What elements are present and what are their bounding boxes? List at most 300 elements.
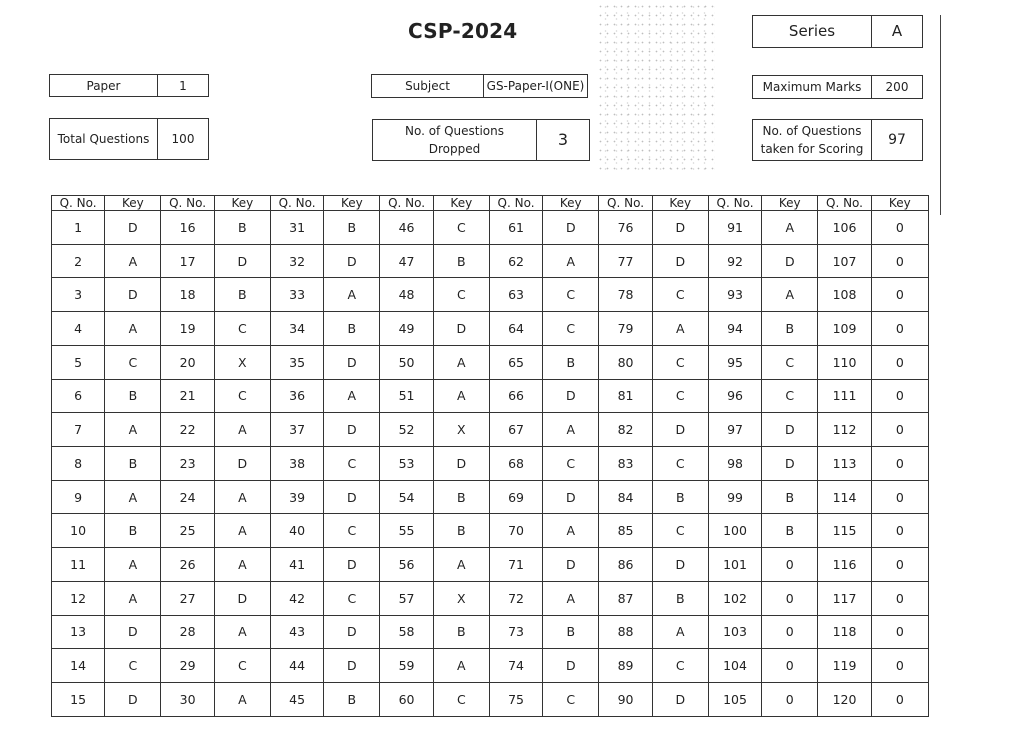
- answer-key-cell: A: [543, 581, 599, 615]
- answer-key-cell: B: [543, 615, 599, 649]
- answer-key-cell: A: [652, 615, 708, 649]
- question-number-cell: 30: [161, 683, 214, 717]
- question-number-cell: 118: [818, 615, 871, 649]
- answer-key-cell: X: [433, 413, 489, 447]
- question-number-cell: 63: [489, 278, 542, 312]
- answer-key-cell: C: [105, 649, 161, 683]
- answer-key-cell: B: [652, 581, 708, 615]
- answer-key-cell: D: [762, 413, 818, 447]
- series-label: Series: [788, 22, 836, 41]
- answer-key-cell: D: [105, 278, 161, 312]
- table-row: [52, 345, 929, 379]
- question-number-cell: 37: [270, 413, 323, 447]
- question-number-cell: 13: [52, 615, 105, 649]
- question-number-cell: 54: [380, 480, 433, 514]
- question-number-cell: 120: [818, 683, 871, 717]
- question-number-cell: 40: [270, 514, 323, 548]
- question-number-cell: 70: [489, 514, 542, 548]
- answer-key-cell: D: [433, 312, 489, 346]
- question-number-cell: 7: [52, 413, 105, 447]
- dropped-label-line-2: Dropped: [428, 142, 481, 156]
- question-number-cell: 4: [52, 312, 105, 346]
- qno-header: Q. No.: [270, 196, 323, 211]
- question-number-cell: 117: [818, 581, 871, 615]
- answer-key-cell: D: [105, 683, 161, 717]
- table-row: [52, 581, 929, 615]
- answer-key-cell: C: [652, 278, 708, 312]
- question-number-cell: 85: [599, 514, 652, 548]
- question-number-cell: 72: [489, 581, 542, 615]
- question-number-cell: 71: [489, 548, 542, 582]
- question-number-cell: 21: [161, 379, 214, 413]
- question-number-cell: 49: [380, 312, 433, 346]
- question-number-cell: 59: [380, 649, 433, 683]
- question-number-cell: 1: [52, 211, 105, 245]
- question-number-cell: 5: [52, 345, 105, 379]
- max-marks-value: 200: [871, 76, 922, 98]
- answer-key-cell: A: [214, 615, 270, 649]
- answer-key-cell: D: [105, 211, 161, 245]
- answer-key-cell: 0: [871, 514, 928, 548]
- answer-key-cell: C: [543, 683, 599, 717]
- subject-value: GS-Paper-I(ONE): [483, 75, 587, 97]
- question-number-cell: 68: [489, 447, 542, 481]
- answer-key-cell: A: [214, 683, 270, 717]
- answer-key-cell: D: [652, 683, 708, 717]
- max-marks-box: [752, 75, 923, 99]
- key-header: Key: [105, 196, 161, 211]
- question-number-cell: 112: [818, 413, 871, 447]
- question-number-cell: 73: [489, 615, 542, 649]
- answer-key-cell: D: [324, 480, 380, 514]
- qno-header: Q. No.: [52, 196, 105, 211]
- question-number-cell: 113: [818, 447, 871, 481]
- question-number-cell: 96: [708, 379, 761, 413]
- scan-edge-line: [940, 15, 941, 215]
- question-number-cell: 62: [489, 244, 542, 278]
- answer-key-cell: B: [214, 278, 270, 312]
- scoring-box: [752, 119, 923, 161]
- question-number-cell: 17: [161, 244, 214, 278]
- question-number-cell: 8: [52, 447, 105, 481]
- question-number-cell: 88: [599, 615, 652, 649]
- answer-key-cell: D: [652, 413, 708, 447]
- answer-key-cell: C: [433, 683, 489, 717]
- question-number-cell: 104: [708, 649, 761, 683]
- subject-label: Subject: [405, 79, 450, 93]
- answer-key-cell: A: [543, 244, 599, 278]
- answer-key-cell: B: [652, 480, 708, 514]
- question-number-cell: 97: [708, 413, 761, 447]
- answer-key-cell: C: [543, 447, 599, 481]
- question-number-cell: 18: [161, 278, 214, 312]
- key-header: Key: [762, 196, 818, 211]
- answer-key-cell: D: [543, 379, 599, 413]
- table-row: [52, 514, 929, 548]
- question-number-cell: 2: [52, 244, 105, 278]
- question-number-cell: 91: [708, 211, 761, 245]
- question-number-cell: 25: [161, 514, 214, 548]
- question-number-cell: 29: [161, 649, 214, 683]
- question-number-cell: 32: [270, 244, 323, 278]
- question-number-cell: 106: [818, 211, 871, 245]
- total-questions-label: Total Questions: [57, 132, 150, 146]
- answer-key-cell: 0: [871, 413, 928, 447]
- answer-key-cell: A: [433, 548, 489, 582]
- table-row: [52, 278, 929, 312]
- table-row: [52, 447, 929, 481]
- question-number-cell: 67: [489, 413, 542, 447]
- table-row: [52, 211, 929, 245]
- answer-key-cell: 0: [871, 312, 928, 346]
- answer-key-cell: B: [105, 514, 161, 548]
- question-number-cell: 6: [52, 379, 105, 413]
- answer-key-cell: B: [433, 514, 489, 548]
- question-number-cell: 86: [599, 548, 652, 582]
- question-number-cell: 50: [380, 345, 433, 379]
- question-number-cell: 24: [161, 480, 214, 514]
- question-number-cell: 79: [599, 312, 652, 346]
- question-number-cell: 27: [161, 581, 214, 615]
- answer-key-cell: A: [762, 211, 818, 245]
- answer-key-cell: D: [214, 447, 270, 481]
- answer-key-cell: 0: [871, 379, 928, 413]
- question-number-cell: 107: [818, 244, 871, 278]
- paper-box: [49, 74, 209, 97]
- question-number-cell: 109: [818, 312, 871, 346]
- answer-key-table: [51, 195, 929, 717]
- question-number-cell: 51: [380, 379, 433, 413]
- dropped-label: [373, 120, 536, 160]
- answer-key-cell: D: [762, 244, 818, 278]
- answer-key-cell: C: [762, 345, 818, 379]
- question-number-cell: 74: [489, 649, 542, 683]
- question-number-cell: 28: [161, 615, 214, 649]
- answer-key-cell: B: [762, 312, 818, 346]
- question-number-cell: 119: [818, 649, 871, 683]
- question-number-cell: 77: [599, 244, 652, 278]
- question-number-cell: 36: [270, 379, 323, 413]
- table-row: [52, 548, 929, 582]
- answer-key-cell: D: [214, 581, 270, 615]
- question-number-cell: 95: [708, 345, 761, 379]
- question-number-cell: 23: [161, 447, 214, 481]
- answer-key-cell: A: [214, 548, 270, 582]
- question-number-cell: 115: [818, 514, 871, 548]
- answer-key-cell: 0: [871, 581, 928, 615]
- question-number-cell: 111: [818, 379, 871, 413]
- answer-key-cell: C: [652, 447, 708, 481]
- scoring-label-line-2: taken for Scoring: [760, 142, 864, 156]
- question-number-cell: 39: [270, 480, 323, 514]
- answer-key-cell: A: [543, 413, 599, 447]
- answer-key-cell: A: [105, 581, 161, 615]
- answer-key-cell: A: [652, 312, 708, 346]
- answer-key-cell: B: [214, 211, 270, 245]
- qno-header: Q. No.: [708, 196, 761, 211]
- answer-key-cell: 0: [871, 278, 928, 312]
- question-number-cell: 45: [270, 683, 323, 717]
- answer-key-cell: D: [762, 447, 818, 481]
- answer-key-cell: C: [214, 379, 270, 413]
- question-number-cell: 14: [52, 649, 105, 683]
- answer-key-cell: 0: [871, 447, 928, 481]
- question-number-cell: 42: [270, 581, 323, 615]
- question-number-cell: 44: [270, 649, 323, 683]
- answer-key-cell: 0: [762, 683, 818, 717]
- table-row: [52, 379, 929, 413]
- question-number-cell: 22: [161, 413, 214, 447]
- question-number-cell: 92: [708, 244, 761, 278]
- answer-key-cell: 0: [871, 683, 928, 717]
- question-number-cell: 15: [52, 683, 105, 717]
- answer-key-cell: C: [214, 649, 270, 683]
- scoring-label-line-1: No. of Questions: [762, 124, 862, 138]
- table-row: [52, 244, 929, 278]
- qno-header: Q. No.: [161, 196, 214, 211]
- answer-key-cell: A: [105, 480, 161, 514]
- paper-value: 1: [157, 75, 208, 96]
- question-number-cell: 61: [489, 211, 542, 245]
- answer-key-cell: D: [652, 211, 708, 245]
- answer-key-cell: C: [652, 379, 708, 413]
- question-number-cell: 82: [599, 413, 652, 447]
- question-number-cell: 93: [708, 278, 761, 312]
- series-box: [752, 15, 923, 48]
- answer-key-cell: 0: [871, 211, 928, 245]
- question-number-cell: 3: [52, 278, 105, 312]
- page-title: CSP-2024: [408, 19, 518, 43]
- answer-key-cell: D: [543, 649, 599, 683]
- key-header: Key: [433, 196, 489, 211]
- question-number-cell: 55: [380, 514, 433, 548]
- answer-key-cell: D: [324, 244, 380, 278]
- scan-noise-patch: [597, 2, 715, 172]
- question-number-cell: 12: [52, 581, 105, 615]
- answer-key-cell: 0: [871, 615, 928, 649]
- question-number-cell: 94: [708, 312, 761, 346]
- question-number-cell: 35: [270, 345, 323, 379]
- answer-key-cell: C: [324, 581, 380, 615]
- answer-key-cell: D: [324, 649, 380, 683]
- question-number-cell: 34: [270, 312, 323, 346]
- answer-key-cell: D: [652, 244, 708, 278]
- answer-key-cell: 0: [762, 615, 818, 649]
- table-row: [52, 413, 929, 447]
- question-number-cell: 11: [52, 548, 105, 582]
- question-number-cell: 116: [818, 548, 871, 582]
- answer-key-cell: 0: [871, 480, 928, 514]
- answer-key-cell: D: [324, 615, 380, 649]
- question-number-cell: 66: [489, 379, 542, 413]
- answer-key-cell: C: [433, 278, 489, 312]
- qno-header: Q. No.: [489, 196, 542, 211]
- question-number-cell: 53: [380, 447, 433, 481]
- question-number-cell: 100: [708, 514, 761, 548]
- answer-key-cell: 0: [871, 345, 928, 379]
- scoring-value: 97: [871, 120, 922, 160]
- answer-key-cell: C: [652, 345, 708, 379]
- question-number-cell: 16: [161, 211, 214, 245]
- answer-key-cell: C: [652, 649, 708, 683]
- question-number-cell: 108: [818, 278, 871, 312]
- scoring-label: [753, 120, 871, 160]
- question-number-cell: 19: [161, 312, 214, 346]
- key-header: Key: [652, 196, 708, 211]
- table-row: [52, 615, 929, 649]
- answer-key-cell: B: [543, 345, 599, 379]
- dropped-value: 3: [536, 120, 589, 160]
- question-number-cell: 83: [599, 447, 652, 481]
- max-marks-label: Maximum Marks: [762, 80, 862, 94]
- key-header: Key: [543, 196, 599, 211]
- answer-key-cell: C: [214, 312, 270, 346]
- qno-header: Q. No.: [599, 196, 652, 211]
- answer-key-cell: 0: [871, 548, 928, 582]
- answer-key-cell: D: [324, 345, 380, 379]
- answer-key-cell: D: [324, 413, 380, 447]
- answer-key-cell: 0: [762, 548, 818, 582]
- answer-key-cell: D: [105, 615, 161, 649]
- answer-key-cell: A: [214, 480, 270, 514]
- answer-key-cell: B: [324, 211, 380, 245]
- question-number-cell: 9: [52, 480, 105, 514]
- question-number-cell: 90: [599, 683, 652, 717]
- answer-key-cell: D: [543, 480, 599, 514]
- answer-key-cell: C: [324, 514, 380, 548]
- answer-key-cell: C: [324, 447, 380, 481]
- question-number-cell: 20: [161, 345, 214, 379]
- answer-key-cell: A: [762, 278, 818, 312]
- total-questions-value: 100: [157, 119, 208, 159]
- answer-key-cell: B: [105, 447, 161, 481]
- question-number-cell: 101: [708, 548, 761, 582]
- answer-key-cell: 0: [762, 649, 818, 683]
- qno-header: Q. No.: [818, 196, 871, 211]
- answer-key-cell: D: [652, 548, 708, 582]
- answer-key-cell: 0: [871, 649, 928, 683]
- answer-key-cell: B: [433, 480, 489, 514]
- answer-key-cell: C: [652, 514, 708, 548]
- answer-key-cell: A: [105, 312, 161, 346]
- answer-key-cell: D: [214, 244, 270, 278]
- series-value: A: [871, 16, 922, 47]
- question-number-cell: 75: [489, 683, 542, 717]
- answer-key-cell: 0: [762, 581, 818, 615]
- answer-key-cell: C: [433, 211, 489, 245]
- question-number-cell: 89: [599, 649, 652, 683]
- question-number-cell: 69: [489, 480, 542, 514]
- table-row: [52, 683, 929, 717]
- question-number-cell: 105: [708, 683, 761, 717]
- answer-key-cell: A: [433, 345, 489, 379]
- question-number-cell: 87: [599, 581, 652, 615]
- question-number-cell: 64: [489, 312, 542, 346]
- question-number-cell: 114: [818, 480, 871, 514]
- answer-key-cell: B: [762, 480, 818, 514]
- question-number-cell: 47: [380, 244, 433, 278]
- question-number-cell: 46: [380, 211, 433, 245]
- key-header: Key: [324, 196, 380, 211]
- answer-key-cell: B: [324, 683, 380, 717]
- question-number-cell: 26: [161, 548, 214, 582]
- answer-key-cell: D: [433, 447, 489, 481]
- question-number-cell: 76: [599, 211, 652, 245]
- answer-key-cell: A: [105, 244, 161, 278]
- answer-key-cell: C: [543, 312, 599, 346]
- question-number-cell: 80: [599, 345, 652, 379]
- answer-key-cell: A: [433, 649, 489, 683]
- answer-key-cell: A: [324, 379, 380, 413]
- key-header: Key: [214, 196, 270, 211]
- answer-key-cell: B: [433, 615, 489, 649]
- table-row: [52, 480, 929, 514]
- subject-box: [371, 74, 588, 98]
- question-number-cell: 56: [380, 548, 433, 582]
- answer-key-cell: A: [105, 548, 161, 582]
- key-header: Key: [871, 196, 928, 211]
- answer-key-cell: A: [105, 413, 161, 447]
- answer-key-cell: B: [762, 514, 818, 548]
- question-number-cell: 58: [380, 615, 433, 649]
- question-number-cell: 60: [380, 683, 433, 717]
- question-number-cell: 31: [270, 211, 323, 245]
- answer-key-cell: C: [543, 278, 599, 312]
- answer-key-cell: A: [543, 514, 599, 548]
- qno-header: Q. No.: [380, 196, 433, 211]
- question-number-cell: 41: [270, 548, 323, 582]
- dropped-box: [372, 119, 590, 161]
- answer-key-cell: D: [543, 211, 599, 245]
- question-number-cell: 52: [380, 413, 433, 447]
- answer-key-cell: 0: [871, 244, 928, 278]
- question-number-cell: 57: [380, 581, 433, 615]
- question-number-cell: 98: [708, 447, 761, 481]
- answer-key-cell: A: [214, 413, 270, 447]
- answer-key-cell: B: [324, 312, 380, 346]
- table-header-row: [52, 196, 929, 211]
- total-questions-box: [49, 118, 209, 160]
- question-number-cell: 78: [599, 278, 652, 312]
- answer-key-cell: A: [324, 278, 380, 312]
- table-row: [52, 312, 929, 346]
- question-number-cell: 10: [52, 514, 105, 548]
- question-number-cell: 102: [708, 581, 761, 615]
- answer-key-cell: C: [105, 345, 161, 379]
- answer-key-cell: D: [543, 548, 599, 582]
- question-number-cell: 33: [270, 278, 323, 312]
- answer-key-cell: B: [433, 244, 489, 278]
- question-number-cell: 38: [270, 447, 323, 481]
- answer-key-cell: X: [433, 581, 489, 615]
- question-number-cell: 99: [708, 480, 761, 514]
- paper-label: Paper: [86, 78, 121, 93]
- answer-key-cell: C: [762, 379, 818, 413]
- question-number-cell: 103: [708, 615, 761, 649]
- question-number-cell: 43: [270, 615, 323, 649]
- answer-key-cell: D: [324, 548, 380, 582]
- answer-key-cell: A: [433, 379, 489, 413]
- question-number-cell: 65: [489, 345, 542, 379]
- answer-key-cell: B: [105, 379, 161, 413]
- question-number-cell: 84: [599, 480, 652, 514]
- answer-key-cell: A: [214, 514, 270, 548]
- question-number-cell: 81: [599, 379, 652, 413]
- dropped-label-line-1: No. of Questions: [404, 124, 505, 138]
- answer-key-cell: X: [214, 345, 270, 379]
- table-row: [52, 649, 929, 683]
- question-number-cell: 110: [818, 345, 871, 379]
